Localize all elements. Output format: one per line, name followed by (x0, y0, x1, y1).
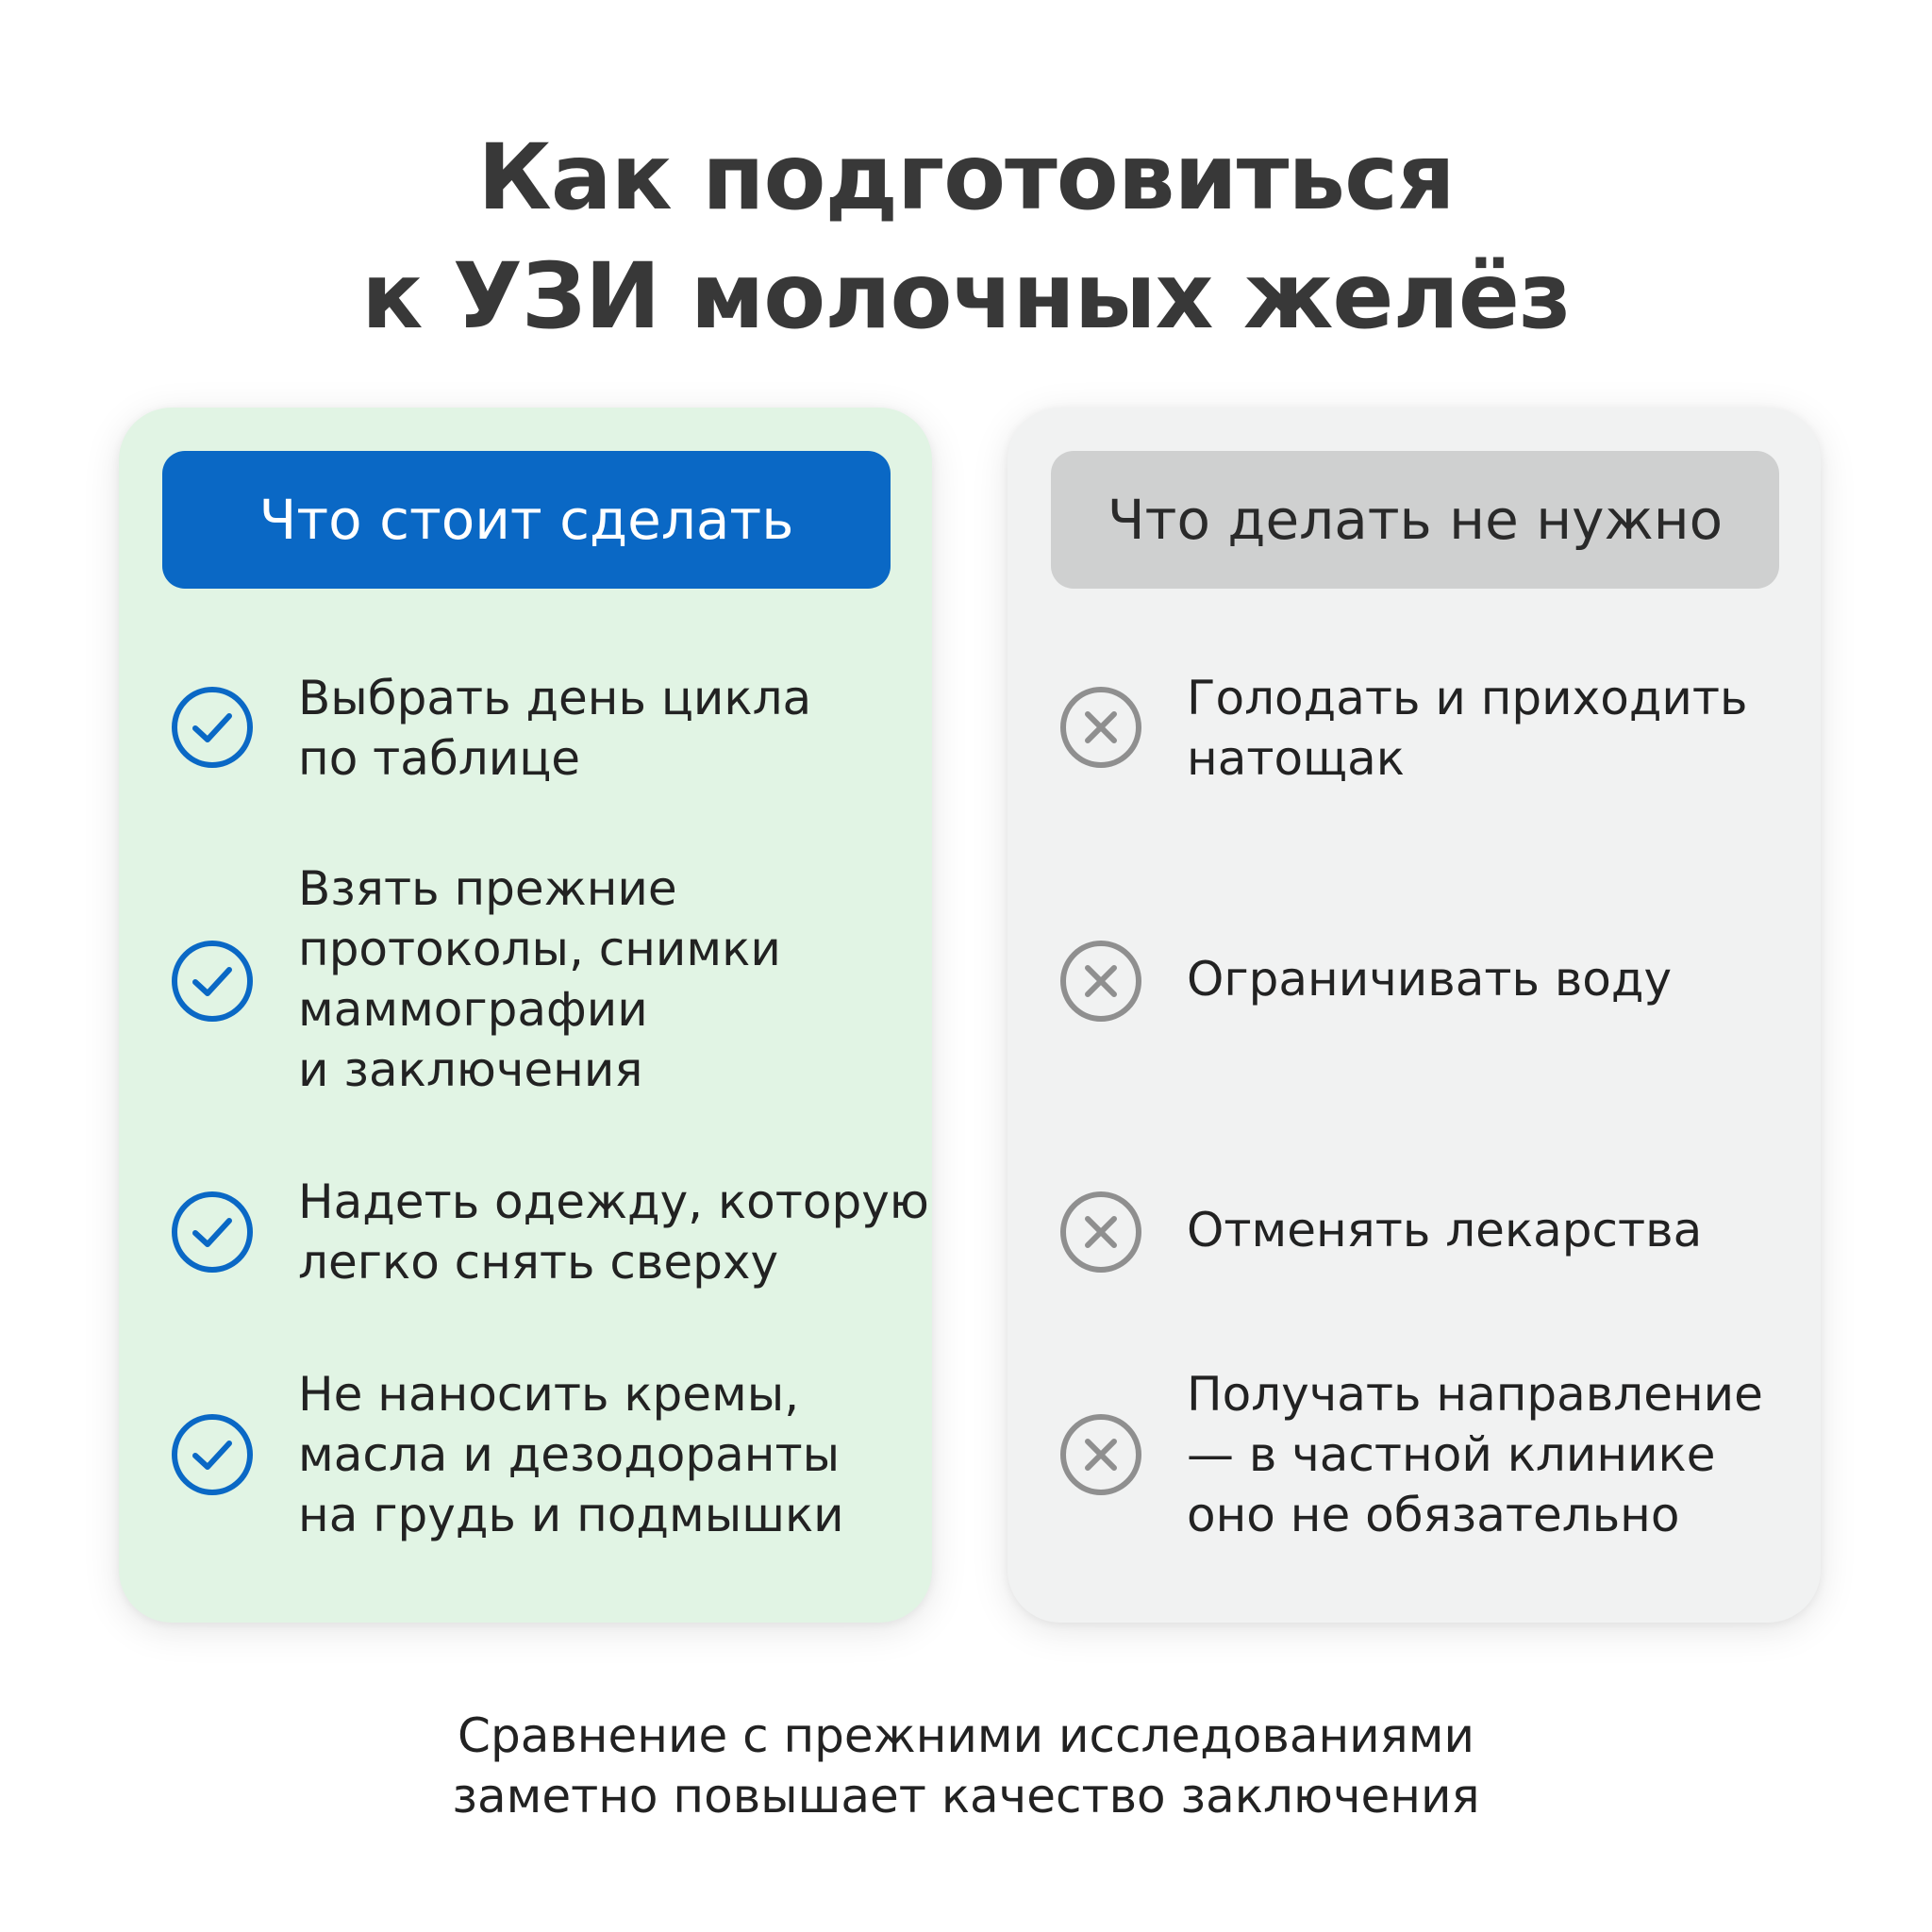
do-item-text: Взять прежние протоколы, снимки маммографии и заключения (298, 861, 781, 1097)
dont-item (1008, 1190, 1821, 1274)
do-item (119, 851, 932, 1096)
do-item (119, 1166, 932, 1304)
check-circle-icon (170, 685, 255, 770)
check-circle-icon (170, 1190, 255, 1274)
do-item-text: Не наносить кремы, масла и дезодоранты на грудь и подмышки (298, 1367, 844, 1542)
dont-item (1008, 1358, 1821, 1547)
do-card (119, 408, 932, 1623)
do-item (119, 658, 932, 796)
cross-circle-icon (1058, 1412, 1143, 1497)
dont-item-text: Отменять лекарства (1187, 1203, 1703, 1257)
do-item (119, 1358, 932, 1547)
footer-line-1: Сравнение с прежними исследованиями (458, 1708, 1474, 1763)
page-title-line-2: к УЗИ молочных желёз (361, 243, 1571, 349)
do-card-header: Что стоит сделать (162, 451, 891, 589)
do-item-text: Надеть одежду, которую легко снять сверху (298, 1174, 929, 1290)
footer-line-2: заметно повышает качество заключения (452, 1769, 1480, 1824)
check-circle-icon (170, 1412, 255, 1497)
dont-item-text: Голодать и приходить натощак (1187, 671, 1748, 786)
cross-circle-icon (1058, 685, 1143, 770)
dont-item (1008, 658, 1821, 796)
cross-circle-icon (1058, 1190, 1143, 1274)
dont-item (1008, 939, 1821, 1024)
dont-card-header: Что делать не нужно (1051, 451, 1779, 589)
page-title (0, 118, 1932, 356)
dont-item-text: Получать направление — в частной клинике оно не обязательно (1187, 1367, 1763, 1542)
page-title-line-1: Как подготовиться (477, 125, 1455, 230)
dont-item-text: Ограничивать воду (1187, 952, 1673, 1007)
footer-note (0, 1706, 1932, 1826)
do-item-text: Выбрать день цикла по таблице (298, 671, 812, 786)
cross-circle-icon (1058, 939, 1143, 1024)
dont-card (1008, 408, 1821, 1623)
check-circle-icon (170, 939, 255, 1024)
